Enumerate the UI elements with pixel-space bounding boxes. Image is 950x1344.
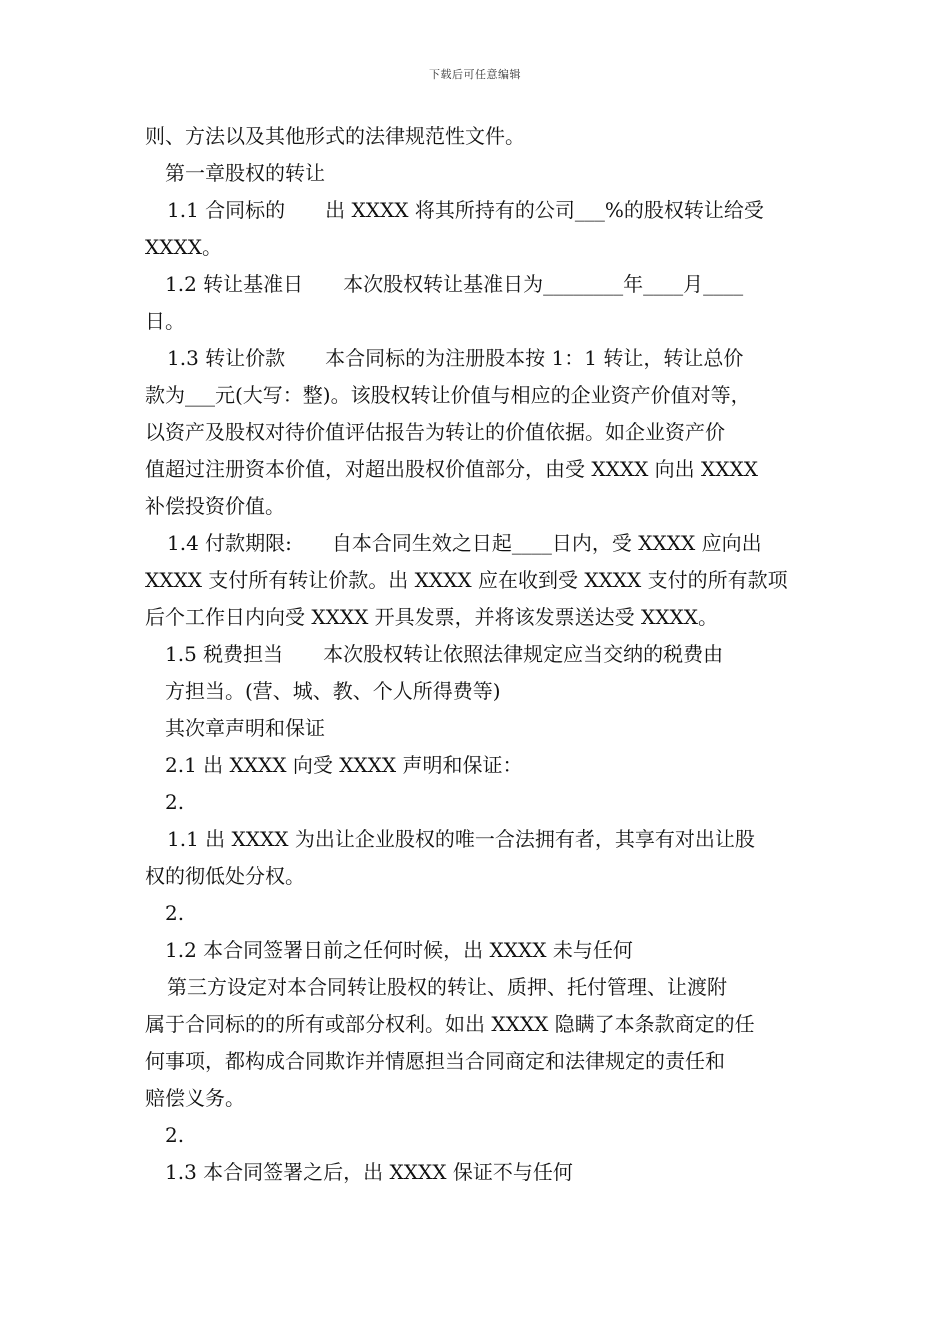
- document-body: [145, 118, 810, 1191]
- clause-1-4: 1.4 付款期限: 自本合同生效之日起____日内，受 XXXX 应向出: [167, 531, 762, 555]
- clause-2-1-2-cont: 第三方设定对本合同转让股权的转让、质押、托付管理、让渡附: [167, 975, 727, 999]
- clause-1-3-cont: 以资产及股权对待价值评估报告为转让的价值依据。如企业资产价: [145, 420, 725, 444]
- clause-1-2: 1.2 转让基准日 本次股权转让基准日为________年____月____: [165, 272, 744, 296]
- clause-1-5: 1.5 税费担当 本次股权转让依照法律规定应当交纳的税费由: [165, 642, 724, 666]
- clause-2-1-2: 1.2 本合同签署日前之任何时候，出 XXXX 未与任何: [165, 938, 633, 962]
- clause-2-1-2-cont: 赔偿义务。: [145, 1086, 245, 1110]
- clause-2-1-1: 1.1 出 XXXX 为出让企业股权的唯一合法拥有者，其享有对出让股: [167, 827, 755, 851]
- chapter-1-heading: 第一章股权的转让: [165, 161, 325, 185]
- clause-2-1-3: 1.3 本合同签署之后，出 XXXX 保证不与任何: [165, 1160, 573, 1184]
- chapter-2-heading: 其次章声明和保证: [165, 716, 325, 740]
- clause-number: 2.: [165, 901, 185, 925]
- clause-1-3: 1.3 转让价款 本合同标的为注册股本按 1：1 转让，转让总价: [167, 346, 744, 370]
- clause-2-1-2-cont: 属于合同标的的所有或部分权利。如出 XXXX 隐瞒了本条款商定的任: [145, 1012, 755, 1036]
- clause-number: 2.: [165, 1123, 185, 1147]
- clause-1-3-cont: 款为___元(大写：整)。该股权转让价值与相应的企业资产价值对等，: [145, 383, 751, 407]
- page-header: 下载后可任意编辑: [429, 68, 521, 81]
- clause-1-2-cont: 日。: [145, 309, 185, 333]
- clause-1-1-cont: XXXX。: [145, 235, 222, 259]
- clause-number: 2.: [165, 790, 185, 814]
- clause-2-1-1-cont: 权的彻低处分权。: [145, 864, 305, 888]
- clause-1-4-cont: XXXX 支付所有转让价款。出 XXXX 应在收到受 XXXX 支付的所有款项: [145, 568, 788, 592]
- clause-1-1: 1.1 合同标的 出 XXXX 将其所持有的公司___%的股权转让给受: [167, 198, 764, 222]
- clause-1-4-cont: 后个工作日内向受 XXXX 开具发票，并将该发票送达受 XXXX。: [145, 605, 718, 629]
- clause-2-1: 2.1 出 XXXX 向受 XXXX 声明和保证：: [165, 753, 523, 777]
- body-line: 则、方法以及其他形式的法律规范性文件。: [145, 124, 525, 148]
- clause-1-3-cont: 补偿投资价值。: [145, 494, 285, 518]
- clause-1-3-cont: 值超过注册资本价值，对超出股权价值部分，由受 XXXX 向出 XXXX: [145, 457, 758, 481]
- clause-2-1-2-cont: 何事项，都构成合同欺诈并情愿担当合同商定和法律规定的责任和: [145, 1049, 725, 1073]
- clause-1-5-cont: 方担当。(营、城、教、个人所得费等): [165, 679, 501, 703]
